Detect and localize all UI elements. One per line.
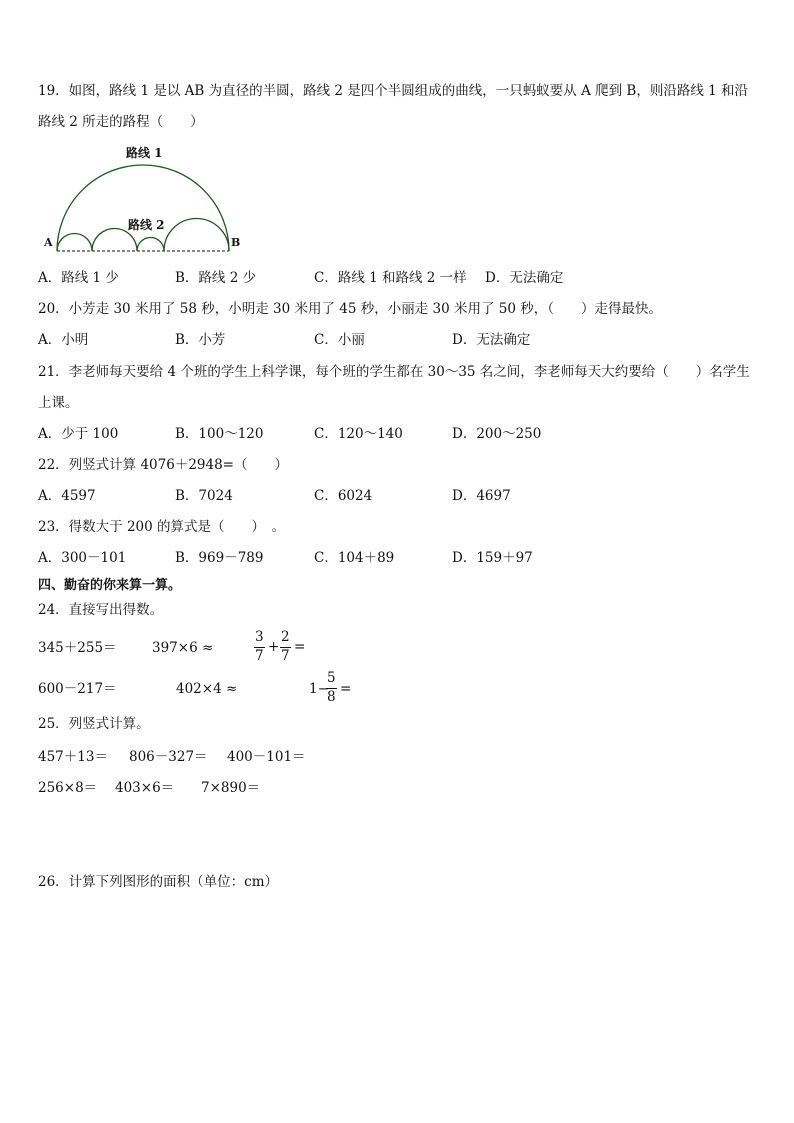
q21-option-b: B．100～120 — [175, 426, 264, 442]
q20-option-d: D．无法确定 — [452, 332, 531, 348]
q21-option-d: D．200～250 — [452, 426, 542, 442]
route2-semicircle-1 — [57, 234, 92, 252]
route2-semicircle-3 — [137, 238, 164, 251]
q23-option-b: B．969－789 — [175, 550, 264, 566]
q22-option-a: A．4597 — [38, 488, 96, 504]
q19-text-line2: 路线 2 所走的路程（ ） — [38, 114, 204, 130]
route2-semicircle-4 — [164, 219, 229, 252]
q19-option-d: D．无法确定 — [485, 270, 564, 286]
q20-option-c: C．小丽 — [314, 332, 365, 348]
point-b-label: B — [231, 236, 241, 249]
q21-option-a: A．少于 100 — [38, 426, 119, 442]
route2-label: 路线 2 — [128, 218, 165, 232]
semicircle-routes-figure — [38, 140, 248, 258]
q19-text-line1: 19．如图，路线 1 是以 AB 为直径的半圆，路线 2 是四个半圆组成的曲线，一只蚂蚁要从 A 爬到 B，则沿路线 1 和沿 — [38, 83, 748, 99]
q19-option-a: A．路线 1 少 — [38, 270, 119, 286]
q24-expr-600-217: 600－217＝ — [38, 681, 117, 697]
route1-semicircle — [57, 165, 229, 251]
q25-expr-806-327: 806－327＝ — [129, 749, 208, 765]
fraction-2-7: 2 7 — [281, 629, 290, 664]
q23-option-d: D．159＋97 — [452, 550, 533, 566]
q24-expr-397x6: 397×6 ≈ — [152, 640, 214, 656]
q23-option-a: A．300－101 — [38, 550, 127, 566]
q22-option-c: C．6024 — [314, 488, 373, 504]
q24-text: 24．直接写出得数。 — [38, 602, 164, 618]
q20-option-a: A．小明 — [38, 332, 89, 348]
q22-text: 22．列竖式计算 4076＋2948=（ ） — [38, 457, 288, 473]
q25-text: 25．列竖式计算。 — [38, 716, 150, 732]
point-a-label: A — [44, 236, 53, 249]
q25-expr-403x6: 403×6＝ — [115, 780, 175, 796]
section4-title: 四、勤奋的你来算一算。 — [38, 578, 182, 593]
fraction-5-8: 5 8 — [327, 670, 336, 705]
q23-text: 23．得数大于 200 的算式是（ ） 。 — [38, 519, 286, 535]
q21-option-c: C．120～140 — [314, 426, 403, 442]
q25-expr-7x890: 7×890＝ — [201, 780, 261, 796]
q19-option-b: B．路线 2 少 — [175, 270, 257, 286]
q21-text-line1: 21．李老师每天要给 4 个班的学生上科学课，每个班的学生都在 30～35 名之间，李老师每天大约要给（ ）名学生 — [38, 364, 750, 380]
q20-text: 20．小芳走 30 米用了 58 秒，小明走 30 米用了 45 秒，小丽走 30 米用了 50 秒，（ ）走得最快。 — [38, 301, 662, 317]
q25-expr-457-13: 457＋13＝ — [38, 749, 108, 765]
q19-option-c: C．路线 1 和路线 2 一样 — [314, 270, 467, 286]
fraction-3-7: 3 7 — [255, 629, 264, 664]
q22-option-b: B．7024 — [175, 488, 233, 504]
q21-text-line2: 上课。 — [38, 395, 79, 411]
q26-text: 26．计算下列图形的面积（单位：cm） — [38, 874, 279, 890]
q20-option-b: B．小芳 — [175, 332, 226, 348]
q23-option-c: C．104＋89 — [314, 550, 395, 566]
q25-expr-256x8: 256×8＝ — [38, 780, 98, 796]
q25-expr-400-101: 400－101＝ — [227, 749, 306, 765]
q24-expr-345-255: 345＋255＝ — [38, 640, 117, 656]
q24-expr-402x4: 402×4 ≈ — [176, 681, 238, 697]
route1-label: 路线 1 — [126, 146, 163, 160]
q22-option-d: D．4697 — [452, 488, 511, 504]
